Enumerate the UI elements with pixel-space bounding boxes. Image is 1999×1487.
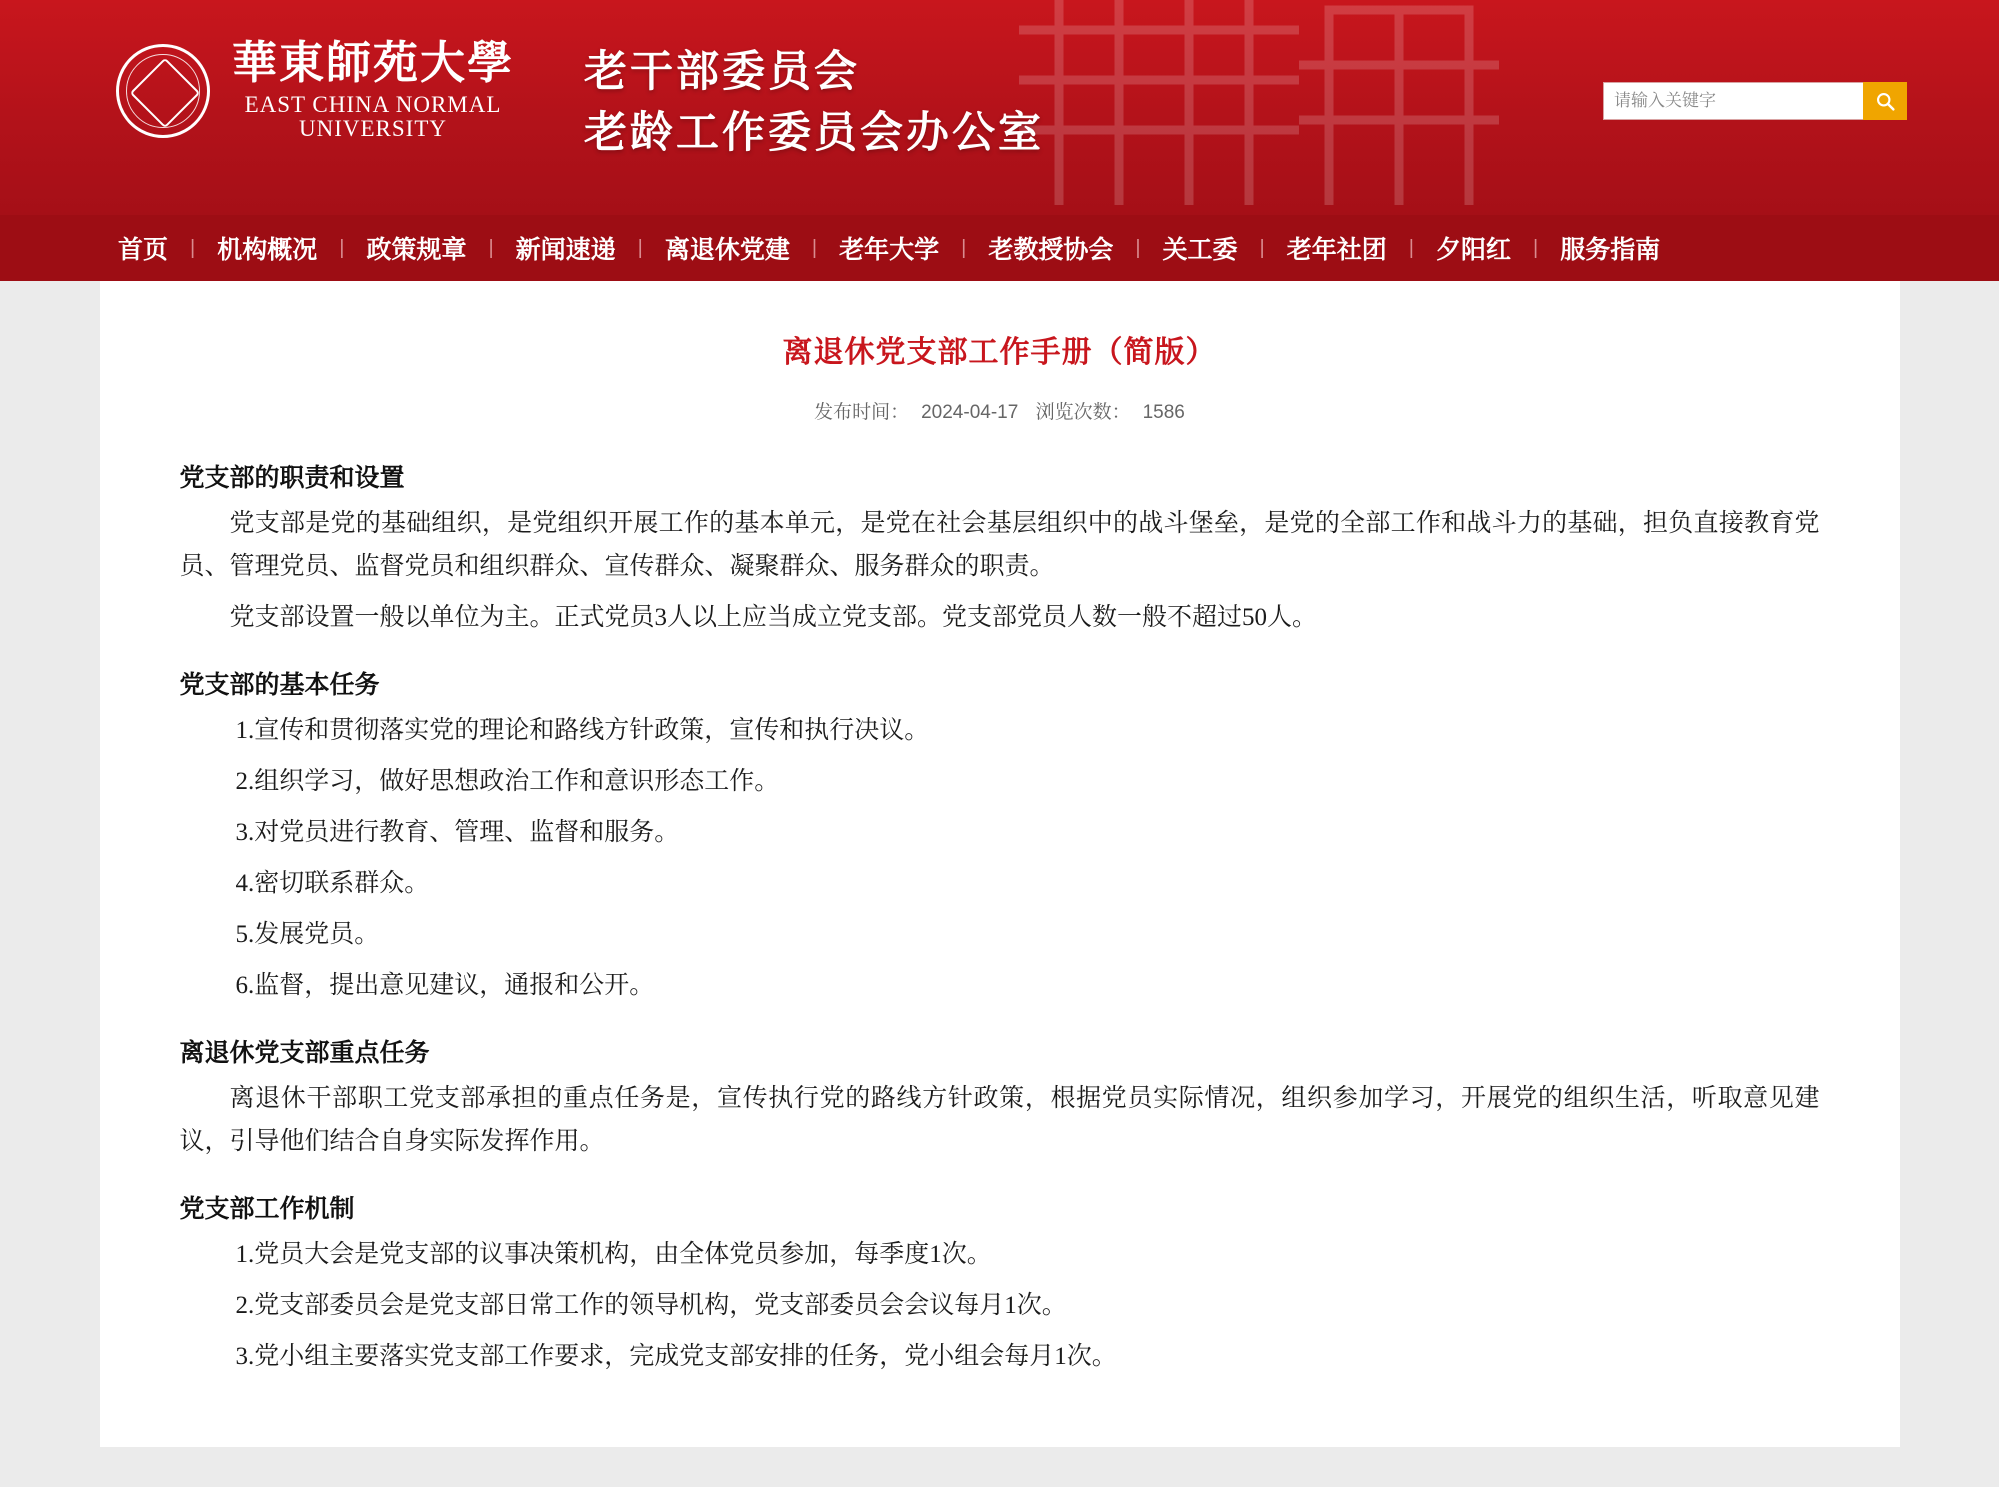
nav-item-0[interactable]: 首页	[118, 236, 169, 264]
list-item: 1.宣传和贯彻落实党的理论和路线方针政策，宣传和执行决议。	[235, 717, 930, 744]
list-item: 5.发展党员。	[235, 921, 380, 948]
views-label: 浏览次数：	[1035, 402, 1131, 423]
site-header	[0, 0, 1999, 215]
section-heading: 离退休党支部重点任务	[179, 1039, 430, 1067]
nav-separator: |	[811, 236, 818, 259]
article-container	[100, 281, 1900, 1447]
nav-item-4[interactable]: 离退休党建	[664, 236, 790, 264]
nav-item-6[interactable]: 老教授协会	[988, 236, 1114, 264]
nav-item-9[interactable]: 夕阳红	[1435, 236, 1511, 264]
list-item: 3.党小组主要落实党支部工作要求，完成党支部安排的任务，党小组会每月1次。	[235, 1343, 1117, 1370]
search-icon	[1875, 91, 1896, 112]
page-title: 离退休党支部工作手册（简版）	[782, 336, 1217, 369]
nav-separator: |	[190, 236, 196, 259]
page-background	[0, 281, 1999, 1487]
list-item: 3.对党员进行教育、管理、监督和服务。	[235, 819, 680, 846]
nav-separator: |	[488, 236, 494, 259]
nav-separator: |	[339, 236, 345, 259]
search-box[interactable]	[1603, 82, 1907, 120]
section-heading: 党支部的基本任务	[179, 671, 380, 699]
office-title-block	[584, 42, 1044, 164]
nav-item-3[interactable]: 新闻速递	[515, 236, 616, 264]
publish-time-label: 发布时间：	[814, 402, 910, 423]
section-heading: 党支部的职责和设置	[179, 464, 405, 492]
office-title-line1: 老干部委员会	[584, 49, 861, 96]
search-button[interactable]	[1863, 82, 1907, 120]
university-name-block	[232, 40, 514, 141]
university-seal-icon	[116, 44, 210, 138]
section-paragraph: 离退休干部职工党支部承担的重点任务是，宣传执行党的路线方针政策，根据党员实际情况，组织参加学习，开展党的组织生活，听取意见建议，引导他们结合自身实际发挥作用。	[179, 1085, 1820, 1155]
list-item: 2.党支部委员会是党支部日常工作的领导机构，党支部委员会会议每月1次。	[235, 1292, 1067, 1319]
publish-time-value: 2024-04-17	[921, 402, 1019, 423]
nav-item-8[interactable]: 老年社团	[1286, 236, 1387, 264]
nav-separator: |	[1408, 236, 1414, 259]
article-meta	[180, 397, 1820, 424]
nav-item-5[interactable]: 老年大学	[839, 236, 940, 264]
nav-separator: |	[637, 236, 643, 259]
search-input[interactable]	[1603, 82, 1863, 120]
nav-item-7[interactable]: 关工委	[1162, 236, 1238, 264]
section-paragraph: 党支部设置一般以单位为主。正式党员3人以上应当成立党支部。党支部党员人数一般不超过50人。	[229, 604, 1318, 631]
university-name-cn: 華東師苑大學	[232, 38, 515, 88]
list-item: 4.密切联系群众。	[235, 870, 430, 897]
list-item: 2.组织学习，做好思想政治工作和意识形态工作。	[235, 768, 780, 795]
nav-separator: |	[1532, 236, 1539, 259]
nav-item-2[interactable]: 政策规章	[366, 236, 467, 264]
nav-separator: |	[961, 236, 967, 259]
nav-item-10[interactable]: 服务指南	[1560, 236, 1661, 264]
university-logo[interactable]	[116, 40, 514, 141]
section-heading: 党支部工作机制	[179, 1195, 355, 1223]
university-name-en-line2: UNIVERSITY	[299, 116, 447, 142]
office-title-line2: 老龄工作委员会办公室	[584, 110, 1045, 158]
views-value: 1586	[1142, 402, 1185, 423]
nav-separator: |	[1259, 236, 1265, 259]
article-body	[180, 458, 1820, 1378]
list-item: 6.监督，提出意见建议，通报和公开。	[235, 972, 655, 999]
nav-separator: |	[1135, 236, 1141, 259]
list-item: 1.党员大会是党支部的议事决策机构，由全体党员参加，每季度1次。	[235, 1241, 992, 1268]
main-navigation[interactable]	[0, 215, 1999, 281]
section-paragraph: 党支部是党的基础组织，是党组织开展工作的基本单元，是党在社会基层组织中的战斗堡垒，是党的全部工作和战斗力的基础，担负直接教育党员、管理党员、监督党员和组织群众、宣传群众、凝聚群众、服务群众的职责。	[179, 510, 1820, 580]
university-name-en-line1: EAST CHINA NORMAL	[244, 91, 502, 117]
nav-item-1[interactable]: 机构概况	[217, 236, 318, 264]
